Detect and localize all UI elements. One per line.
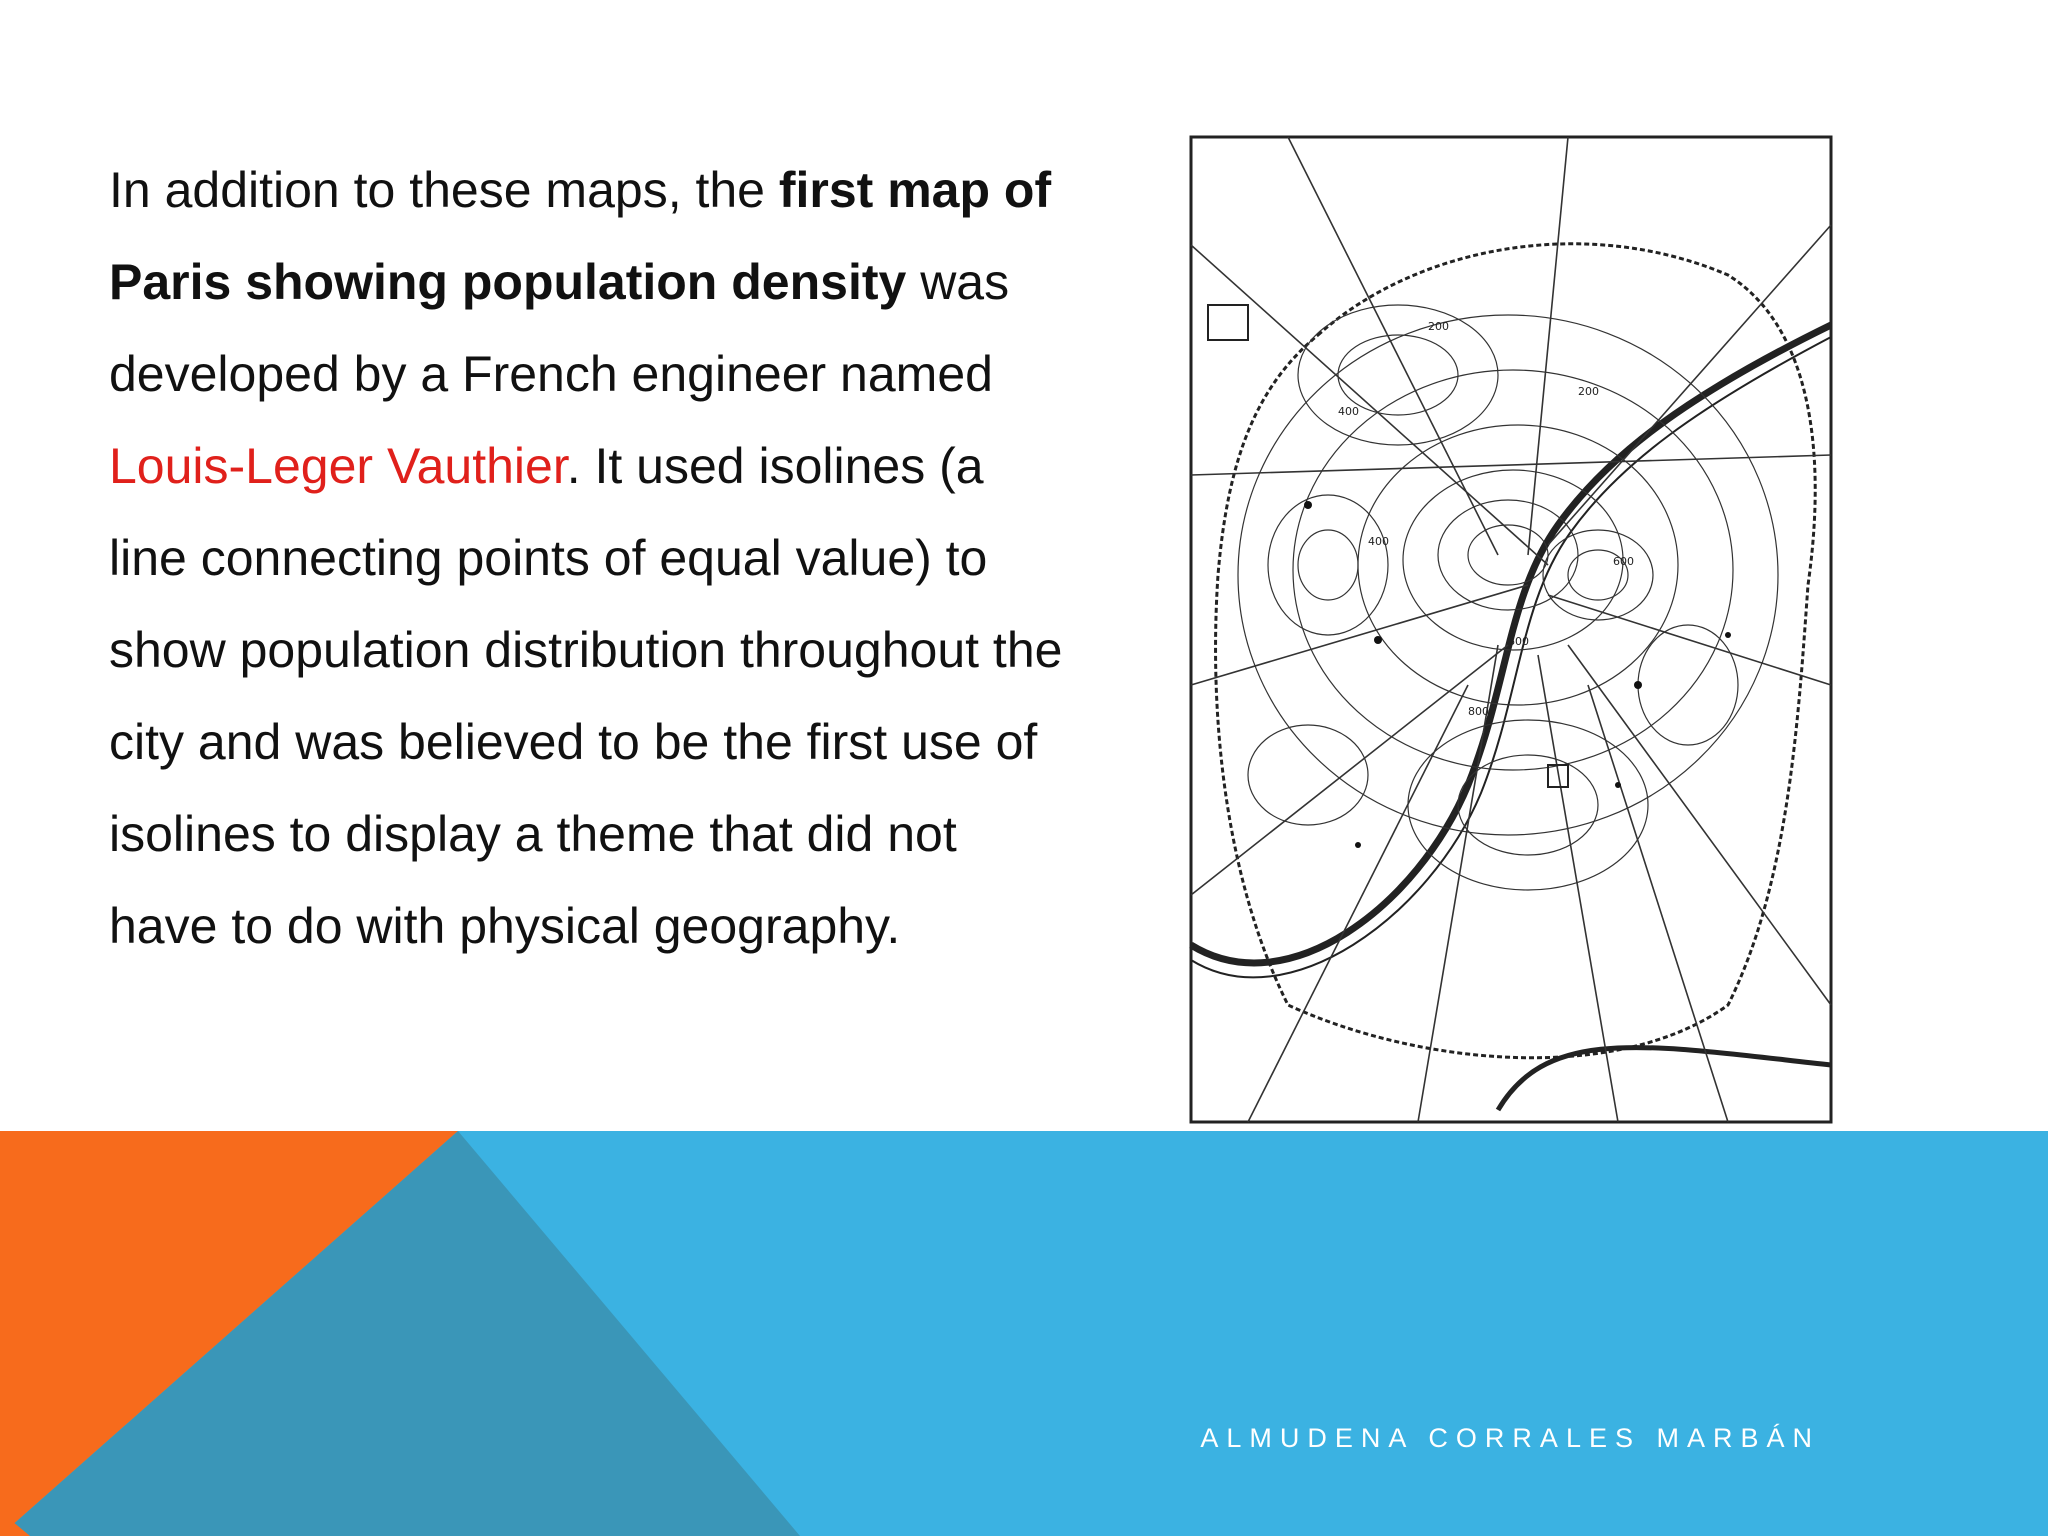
- isoline-label: 200: [1428, 320, 1449, 333]
- decorative-footer: [0, 1131, 2048, 1536]
- map-drawing: [1168, 125, 1852, 1133]
- isoline-label: 600: [1508, 635, 1529, 648]
- isoline-label: 600: [1613, 555, 1634, 568]
- paragraph-bold: first map of Paris showing population density: [109, 162, 1052, 310]
- paragraph-text-2: was developed by a French engineer named: [109, 254, 1010, 402]
- isoline-label: 200: [1578, 385, 1599, 398]
- paris-isoline-map: [1168, 125, 1852, 1133]
- isoline-label: 400: [1368, 535, 1389, 548]
- author-name: ALMUDENA CORRALES MARBÁN: [1200, 1423, 1820, 1453]
- paragraph-text-1: In addition to these maps, the: [109, 162, 779, 218]
- paragraph-highlight-name: Louis-Leger Vauthier: [109, 438, 567, 494]
- paragraph-text-3: . It used isolines (a line connecting points of equal value) to show population distribution throughout the city and was believed to be the first use of isolines to display a theme that did not have to do with physical geography.: [109, 438, 1063, 954]
- isoline-label: 400: [1338, 405, 1359, 418]
- footer-shapes: [0, 1131, 2048, 1536]
- isoline-label: 800: [1468, 705, 1489, 718]
- body-paragraph: [109, 144, 1069, 972]
